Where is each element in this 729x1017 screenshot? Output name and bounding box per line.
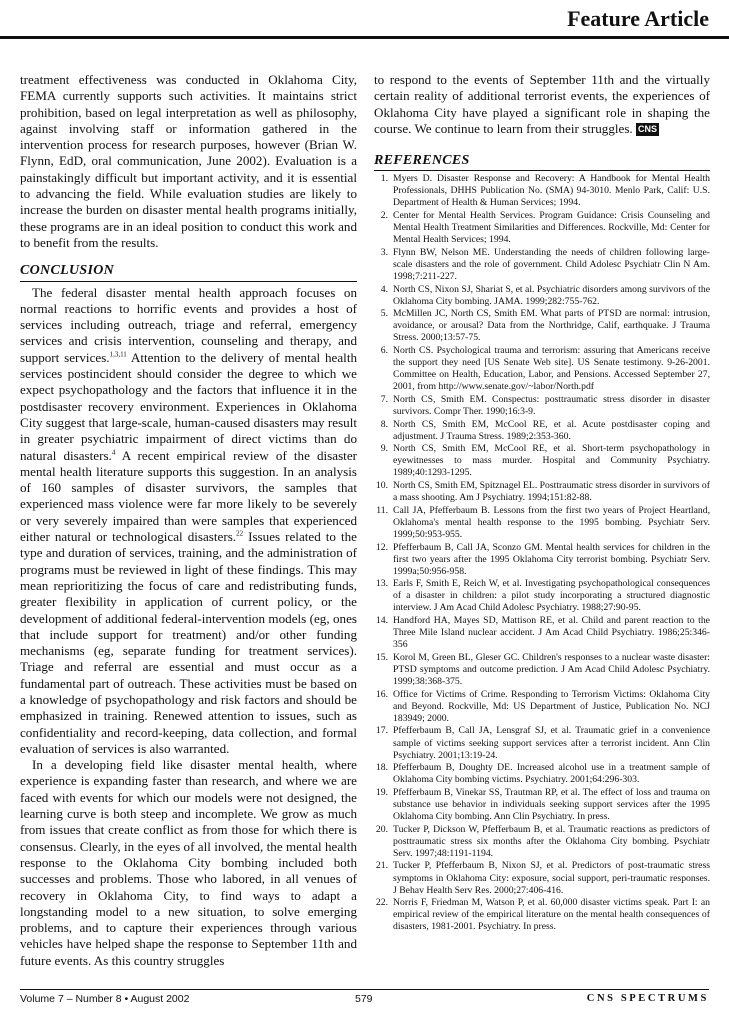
left-column xyxy=(20,72,357,969)
reference-text: Flynn BW, Nelson ME. Understanding the needs of children following large-scale disasters and the role of government. Child Adolesc Psychiatr Clin N Am. 1998;7:211-227. xyxy=(393,246,710,282)
reference-number: 14. xyxy=(375,615,388,627)
reference-number: 2. xyxy=(380,209,388,221)
reference-item xyxy=(374,824,710,860)
conclusion-paragraph-1 xyxy=(20,285,357,758)
reference-number: 3. xyxy=(380,246,388,258)
reference-text: Norris F, Friedman M, Watson P, et al. 60,000 disaster victims speak. Part I: an empirical review of the empirical literature on the mental health consequences of disasters, 1981-2001. Psychiatry. In press. xyxy=(393,897,710,933)
intro-paragraph: treatment effectiveness was conducted in Oklahoma City, FEMA currently supports such activities. It maintains strict prohibition, based on legal interpretation as well as philosophy, against involving staff or information gathered in the intervention process for research purposes, however (Brian W. Flynn, EdD, oral communication, June 2002). Evaluation is a painstakingly difficult but important activity, and it is essential to advancing the field. While evaluation studies are likely to increase the burden on disaster mental health programs initially, these programs are in an ideal position to conduct this work and to benefit from the results. xyxy=(20,72,357,250)
references-heading: REFERENCES xyxy=(374,153,710,171)
reference-item xyxy=(374,542,710,578)
reference-number: 18. xyxy=(375,762,388,774)
reference-text: McMillen JC, North CS, Smith EM. What parts of PTSD are normal: intrusion, avoidance, or arousal? Data from the Northridge, Calif, earthquake. J Trauma Stress. 2000;13:57-75. xyxy=(393,308,710,344)
reference-text: Pfefferbaum B, Vinekar SS, Trautman RP, et al. The effect of loss and trauma on substance use behavior in individuals seeking support services after the 1995 Oklahoma City bombing. Ann Clin Psychiatry. In press. xyxy=(393,786,710,823)
reference-number: 6. xyxy=(380,345,388,356)
reference-item xyxy=(374,505,710,541)
reference-number: 5. xyxy=(380,308,388,320)
reference-item xyxy=(374,897,710,933)
reference-text: Call JA, Pfefferbaum B. Lessons from the first two years of Project Heartland, Oklahoma's mental health response to the 1995 bombing. Psychiatr Serv. 1999;50:953-955. xyxy=(393,504,710,540)
reference-text: North CS, Smith EM, Spitznagel EL. Posttraumatic stress disorder in survivors of a mass shooting. Am J Psychiatry. 1994;151:82-88. xyxy=(393,480,710,504)
reference-item xyxy=(374,345,710,393)
reference-number: 15. xyxy=(375,651,388,663)
reference-text: Korol M, Green BL, Gleser GC. Children's responses to a nuclear waste disaster: PTSD symptoms and outcome prediction. J Am Acad Child Adolesc Psychiatry. 1999;38:368-375. xyxy=(393,651,710,688)
reference-item xyxy=(374,443,710,479)
reference-item xyxy=(374,173,710,209)
reference-item xyxy=(374,210,710,246)
cns-end-mark: CNS xyxy=(637,123,657,134)
reference-number: 19. xyxy=(375,786,388,798)
reference-text: North CS, Nixon SJ, Shariat S, et al. Psychiatric disorders among survivors of the Oklahoma City bombing. JAMA. 1999;282:755-762. xyxy=(393,283,710,307)
reference-number: 1. xyxy=(380,173,388,185)
lead-text: to respond to the events of September 11th and the virtually certain reality of additional terrorist events, the experiences of Oklahoma City have played a significant role in shaping the course. We continue to learn from their struggles. xyxy=(374,72,710,136)
reference-item xyxy=(374,689,710,725)
reference-number: 10. xyxy=(375,480,388,492)
reference-text: Pfefferbaum B, Call JA, Sconzo GM. Mental health services for children in the first two years after the 1995 Oklahoma City terrorist bombing. Psychiatr Serv. 1999a;50:956-958. xyxy=(393,541,710,577)
reference-number: 17. xyxy=(375,725,388,737)
conclusion-text-b: Attention to the delivery of mental health services postincident should consider the degree to which we expect psychopathology and the factors that influence it in the postdisaster recovery environment. Experiences in Oklahoma City suggest that large-scale, human-caused disasters may result in greater psychiatric impairment of direct victims than do natural disasters. xyxy=(20,349,357,463)
footer-volume: Volume 7 – Number 8 • August 2002 xyxy=(20,993,190,1005)
reference-number: 7. xyxy=(380,393,388,405)
reference-text: Handford HA, Mayes SD, Mattison RE, et al. Child and parent reaction to the Three Mile Island nuclear accident. J Am Acad Child Psychiatry. 1986;25:346-356 xyxy=(393,615,710,651)
reference-item xyxy=(374,860,710,896)
reference-text: Tucker P, Dickson W, Pfefferbaum B, et al. Traumatic reactions as predictors of posttraumatic stress six months after the Oklahoma City bombing. Psychiatr Serv. 1997;48:1191-1194. xyxy=(393,823,710,859)
conclusion-text-c: A recent empirical review of the disaster mental health literature supports this suggestion. In an analysis of 160 samples of disaster survivors, the samples that experienced mass violence were far more likely to be severely or very severely impaired than were samples that experienced either natural or technological disasters. xyxy=(20,447,357,545)
citation-superscript: 22 xyxy=(236,529,244,538)
reference-item xyxy=(374,308,710,344)
reference-number: 20. xyxy=(375,823,388,835)
reference-item xyxy=(374,394,710,418)
reference-text: Tucker P, Pfefferbaum B, Nixon SJ, et al. Predictors of post-traumatic stress symptoms in Oklahoma City: exposure, social support, peri-traumatic responses. J Behav Health Serv Res. 2000;27:406-416. xyxy=(393,860,710,896)
footer-rule xyxy=(20,989,709,990)
reference-number: 11. xyxy=(376,504,388,516)
conclusion-paragraph-2: In a developing field like disaster mental health, where experience is expanding faster than research, and where we are faced with events for which our models were not designed, the learning curve is both steep and incomplete. We grow as much from issues that create conflict as from those for which there is consensus. Clearly, in the eyes of all involved, the mental health response to the Oklahoma City bombing included both successes and problems. Those who labored, in all venues of recovery in Oklahoma City, to find ways to adapt a longstanding model to a new situation, to solve emerging problems, and to capture their experiences through various vehicles have helped shape the response to September 11th and future events. As this country struggles xyxy=(20,757,357,968)
reference-text: North CS, Smith EM. Conspectus: posttraumatic stress disorder in disaster survivors. Compr Ther. 1990;16:3-9. xyxy=(393,393,710,417)
reference-item xyxy=(374,652,710,688)
reference-text: Pfefferbaum B, Call JA, Lensgraf SJ, et al. Traumatic grief in a convenience sample of victims seeking support services after a terrorist incident. Ann Clin Psychiatry. 2001;13:19-24. xyxy=(393,725,710,761)
citation-superscript: 1,3,11 xyxy=(109,350,127,359)
page-number: 579 xyxy=(355,993,373,1005)
reference-item xyxy=(374,480,710,504)
reference-item xyxy=(374,247,710,283)
reference-number: 22. xyxy=(375,897,388,909)
header-rule xyxy=(0,36,729,39)
conclusion-heading: CONCLUSION xyxy=(20,263,357,281)
reference-text: North CS, Smith EM, McCool RE, et al. Short-term psychopathology in eyewitnesses to mass murder. Hospital and Community Psychiatry. 1989;40:1293-1295. xyxy=(393,443,710,479)
reference-item xyxy=(374,615,710,651)
citation-superscript: 4 xyxy=(111,448,116,457)
reference-item xyxy=(374,419,710,443)
reference-number: 9. xyxy=(380,443,388,455)
reference-item xyxy=(374,762,710,786)
reference-text: Pfefferbaum B, Doughty DE. Increased alcohol use in a treatment sample of Oklahoma City bombing victims. Psychiatry. 2001;64:296-303. xyxy=(393,762,710,786)
reference-number: 8. xyxy=(380,418,388,430)
lead-paragraph xyxy=(374,72,710,137)
right-column xyxy=(374,72,710,934)
reference-number: 21. xyxy=(375,860,388,872)
reference-number: 4. xyxy=(380,283,388,295)
reference-number: 13. xyxy=(375,578,388,590)
reference-text: Center for Mental Health Services. Program Guidance: Crisis Counseling and Mental Health Treatment Similarities and Differences. Rockville, Md: Center for Mental Health Services; 1994. xyxy=(393,209,710,246)
reference-text: North CS, Smith EM, McCool RE, et al. Acute postdisaster coping and adjustment. J Trauma Stress. 1989;2:353-360. xyxy=(393,418,710,442)
reference-item xyxy=(374,725,710,761)
reference-text: Office for Victims of Crime. Responding to Terrorism Victims: Oklahoma City and Beyond. Rockville, Md: US Department of Justice, Publication No. NCJ 183949; 2000. xyxy=(393,688,710,724)
reference-number: 16. xyxy=(375,688,388,700)
reference-number: 12. xyxy=(375,541,388,553)
reference-item xyxy=(374,284,710,308)
conclusion-text-a: The federal disaster mental health approach focuses on normal reactions to horrific events and provides a host of services including outreach, triage and referral, emergency services and crisis intervention, counseling and therapy, and support services. xyxy=(20,284,357,365)
conclusion-text-d: Issues related to the type and duration of services, training, and the administration of programs must be reviewed in light of these findings. This may mean reprioritizing the focus of care and redistributing funds, greater flexibility in application of current policy, or the development of additional federal-intervention models (eg, ones that include support for treatment) and/or other funding mechanisms (eg, separate funding for treatment services). Triage and referral are essential and must occur as a fundamental part of outreach. These activities must be based on a knowledge of psychopathology and risk factors and should be emphasized in training. Renewed attention to issues, such as confidentiality and record-keeping, data collection, and formal evaluation of services is also warranted. xyxy=(20,529,357,756)
references-list xyxy=(374,173,710,933)
journal-name: CNS SPECTRUMS xyxy=(586,993,709,1004)
reference-item xyxy=(374,787,710,823)
section-title: Feature Article xyxy=(567,6,709,31)
reference-text: North CS. Psychological trauma and terrorism: assuring that Americans receive the support they need [US Senate Web site]. US Senate testimony. 9-26-2001. Committee on Health, Education, Labor, and Pensions. Accessed September 27, 2001, from http://www.senate.gov/~labor/North.pdf xyxy=(393,345,710,393)
reference-text: Myers D. Disaster Response and Recovery: A Handbook for Mental Health Professionals, DHHS Publication No. (SMA) 94-3010. Menlo Park, Calif: U.S. Department of Health & Human Services; 1994. xyxy=(393,173,710,209)
reference-item xyxy=(374,578,710,614)
reference-text: Earls F, Smith E, Reich W, et al. Investigating psychopathological consequences of a disaster in children: a pilot study incorporating a structured diagnostic interview. J Am Acad Child Adolesc Psychiatry. 1988;27:90-95. xyxy=(393,578,710,614)
